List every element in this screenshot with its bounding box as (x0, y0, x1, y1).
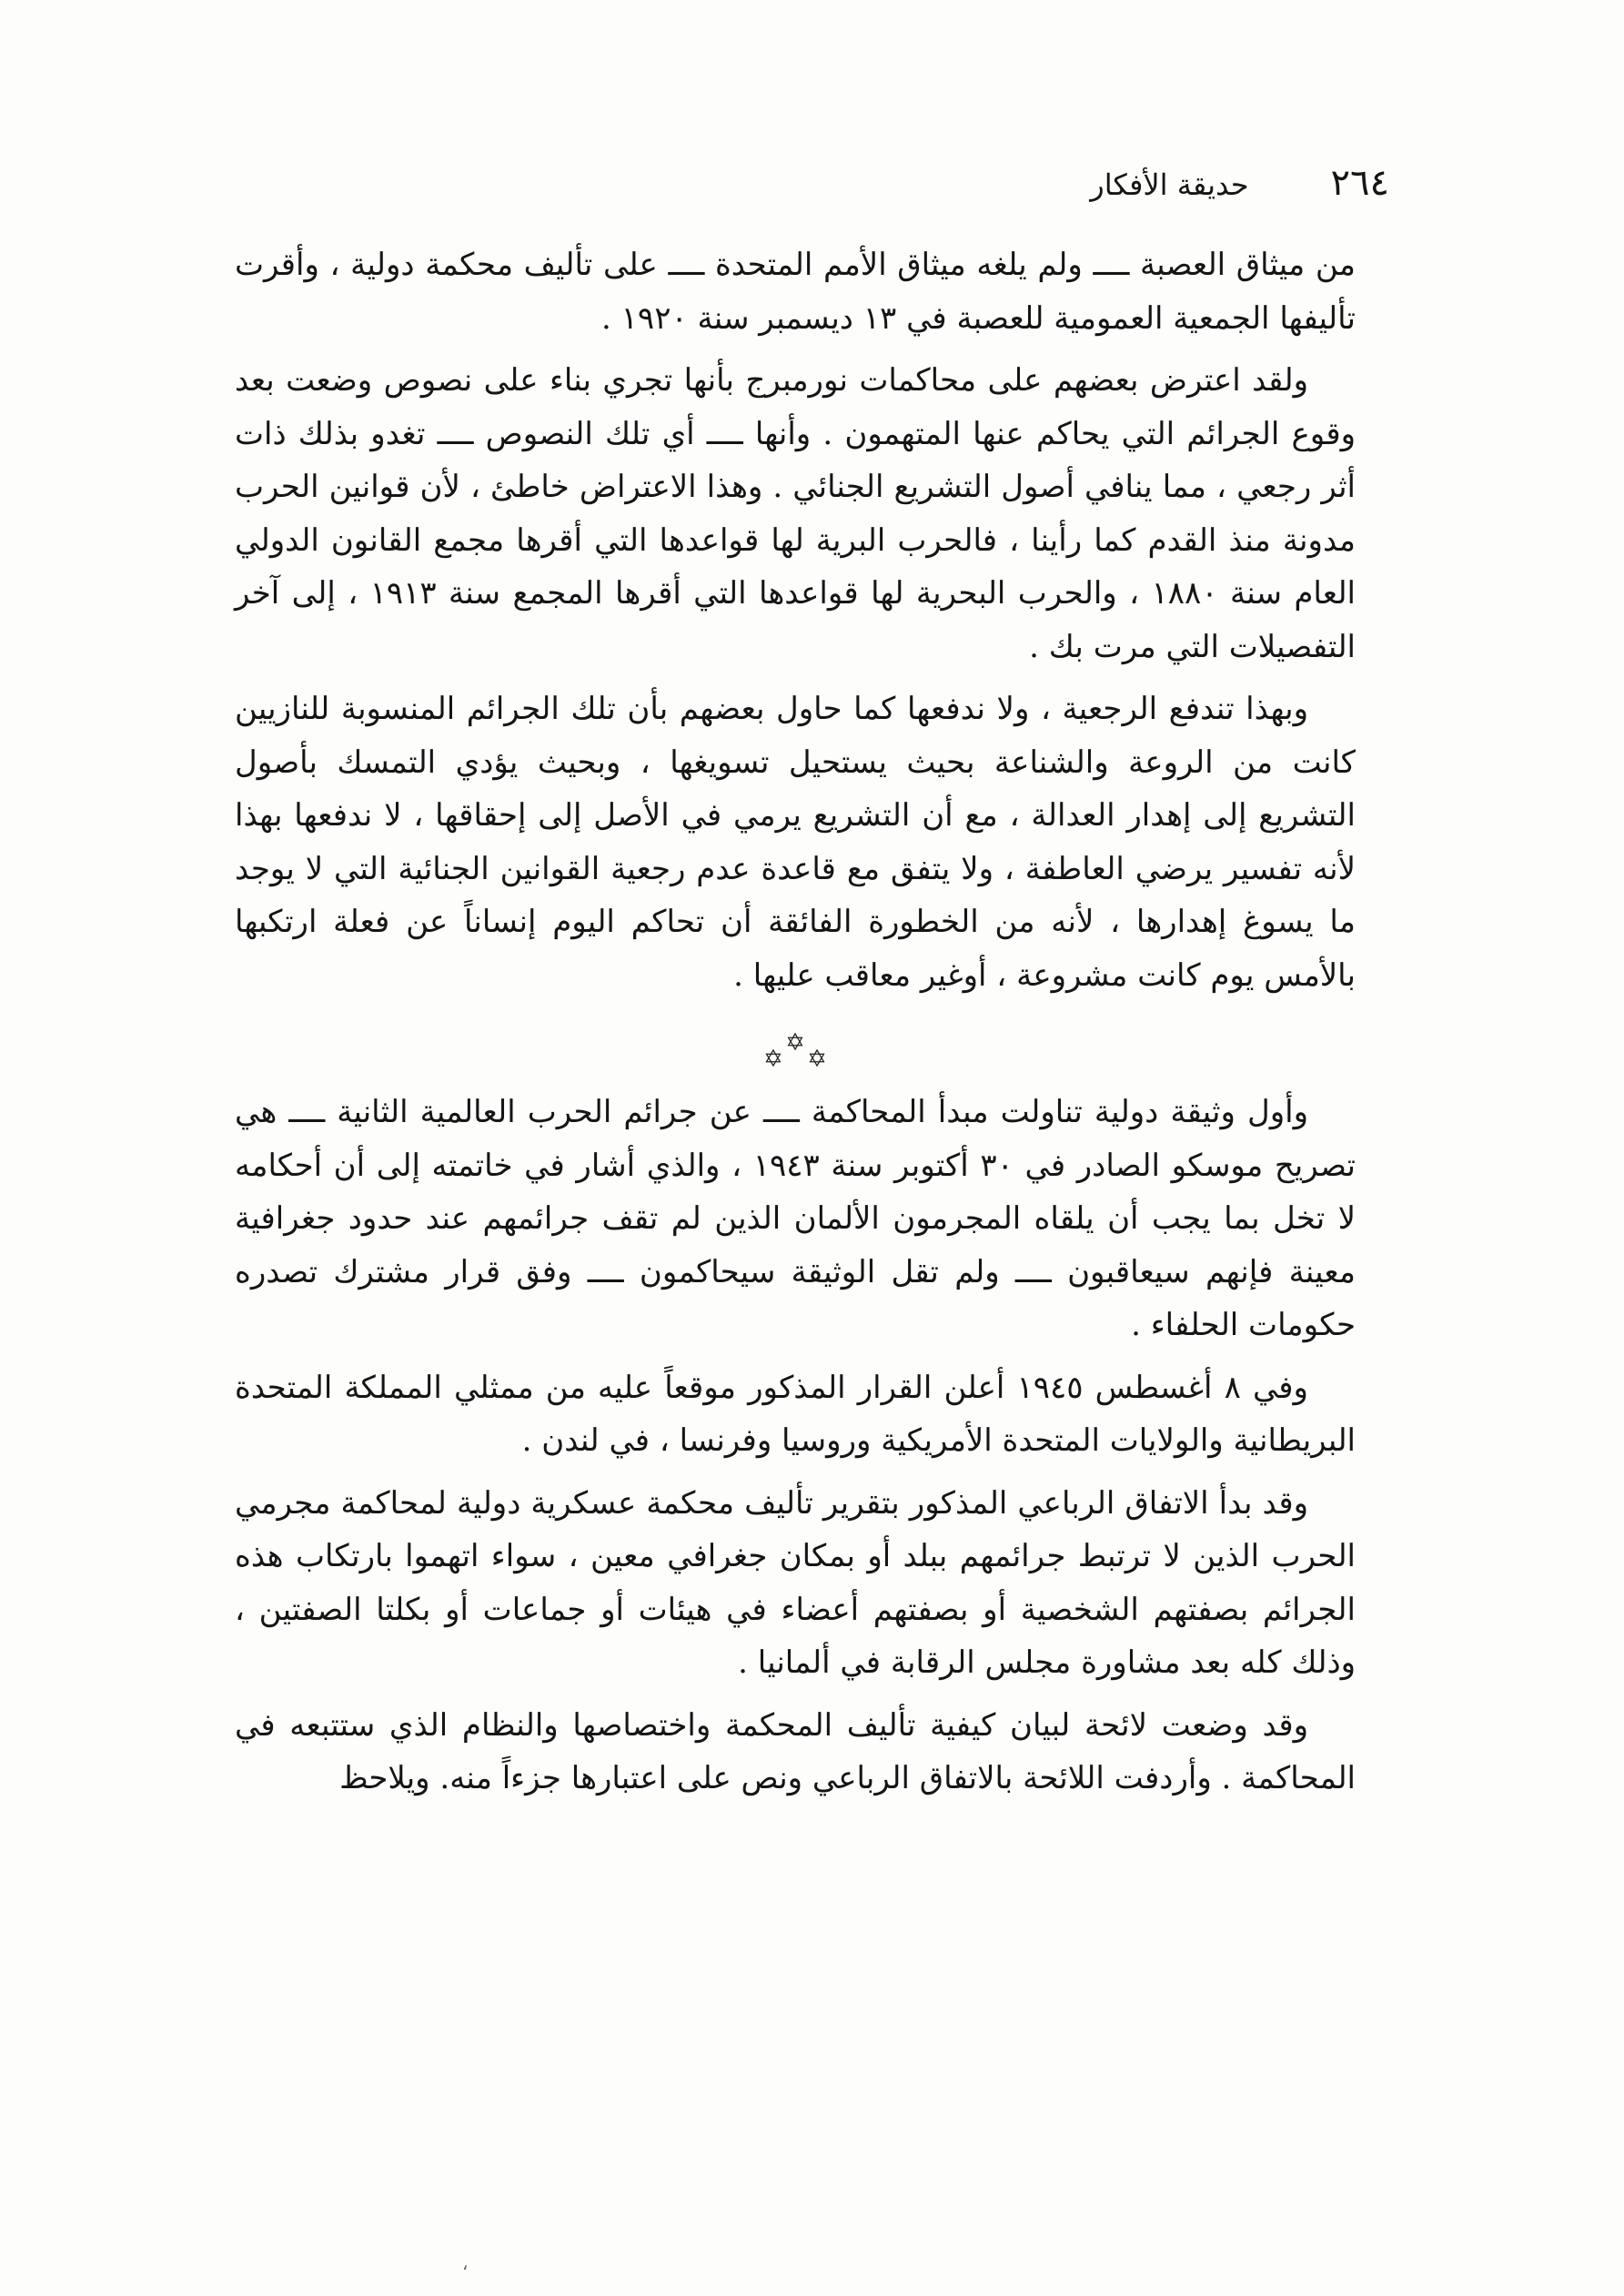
paragraph-7: وقد وضعت لائحة لبيان كيفية تأليف المحكمة واختصاصها والنظام الذي ستتبعه في المحاكمة . وأردفت اللائحة بالاتفاق الرباعي ونص على اعتبارها جزءاً منه. ويلاحظ (235, 1706, 1356, 1796)
section-separator (235, 1011, 1356, 1086)
paragraph-5: وفي ٨ أغسطس ١٩٤٥ أعلن القرار المذكور موقعاً عليه من ممثلي المملكة المتحدة البريطانية والولايات المتحدة الأمريكية وروسيا وفرنسا ، في لندن . (235, 1369, 1356, 1459)
footer-mark: ، (462, 2252, 469, 2274)
star-icon: ✡ (763, 1046, 783, 1073)
paragraph-2: ولقد اعترض بعضهم على محاكمات نورمبرج بأنها تجري بناء على نصوص وضعت بعد وقوع الجرائم التي يحاكم عنها المتهمون . وأنها ــــ أي تلك النصوص ــــ تغدو بذلك ذات أثر رجعي ، مما ينافي أصول التشريع الجنائي . وهذا الاعتراض خاطئ ، لأن قوانين الحرب مدونة منذ القدم كما رأينا ، فالحرب البرية لها قواعدها التي أقرها مجمع القانون الدولي العام سنة ١٨٨٠ ، والحرب البحرية لها قواعدها التي أقرها المجمع سنة ١٩١٣ ، إلى آخر التفصيلات التي مرت بك . (235, 362, 1357, 665)
star-icon: ✡ (807, 1046, 827, 1073)
paragraph-4: وأول وثيقة دولية تناولت مبدأ المحاكمة ــــ عن جرائم الحرب العالمية الثانية ــــ هي تصريح موسكو الصادر في ٣٠ أكتوبر سنة ١٩٤٣ ، والذي أشار في خاتمته إلى أن أحكامه لا تخل بما يجب أن يلقاه المجرمون الألمان الذين لم تقف جرائمهم عند حدود جغرافية معينة فإنهم سيعاقبون ــــ ولم تقل الوثيقة سيحاكمون ــــ وفق قرار مشترك تصدره حكومات الحلفاء . (235, 1094, 1356, 1343)
running-title: حديقة الأفكار (1090, 167, 1249, 202)
body-text (235, 238, 1356, 1815)
page-header (235, 162, 1389, 217)
paragraph-1: من ميثاق العصبة ــــ ولم يلغه ميثاق الأمم المتحدة ــــ على تأليف محكمة دولية ، وأقرت تأليفها الجمعية العمومية للعصبة في ١٣ ديسمبر سنة ١٩٢٠ . (235, 247, 1356, 337)
paragraph-6: وقد بدأ الاتفاق الرباعي المذكور بتقرير تأليف محكمة عسكرية دولية لمحاكمة مجرمي الحرب الذين لا ترتبط جرائمهم ببلد أو بمكان جغرافي معين ، سواء اتهموا بارتكاب هذه الجرائم بصفتهم الشخصية أو بصفتهم أعضاء في هيئات أو جماعات أو بكلتا الصفتين ، وذلك كله بعد مشاورة مجلس الرقابة في ألمانيا . (235, 1484, 1356, 1681)
paragraph-3: وبهذا تندفع الرجعية ، ولا ندفعها كما حاول بعضهم بأن تلك الجرائم المنسوبة للنازيين كانت من الروعة والشناعة بحيث يستحيل تسويغها ، وبحيث يؤدي التمسك بأصول التشريع إلى إهدار العدالة ، مع أن التشريع يرمي في الأصل إلى إحقاقها ، لا ندفعها بهذا لأنه تفسير يرضي العاطفة ، ولا يتفق مع قاعدة عدم رجعية القوانين الجنائية التي لا يوجد ما يسوغ إهدارها ، لأنه من الخطورة الفائقة أن تحاكم اليوم إنساناً عن فعلة ارتكبها بالأمس يوم كانت مشروعة ، أوغير معاقب عليها . (235, 691, 1356, 994)
star-icon: ✡ (785, 1029, 805, 1057)
page-number: ٢٦٤ (1330, 162, 1389, 204)
